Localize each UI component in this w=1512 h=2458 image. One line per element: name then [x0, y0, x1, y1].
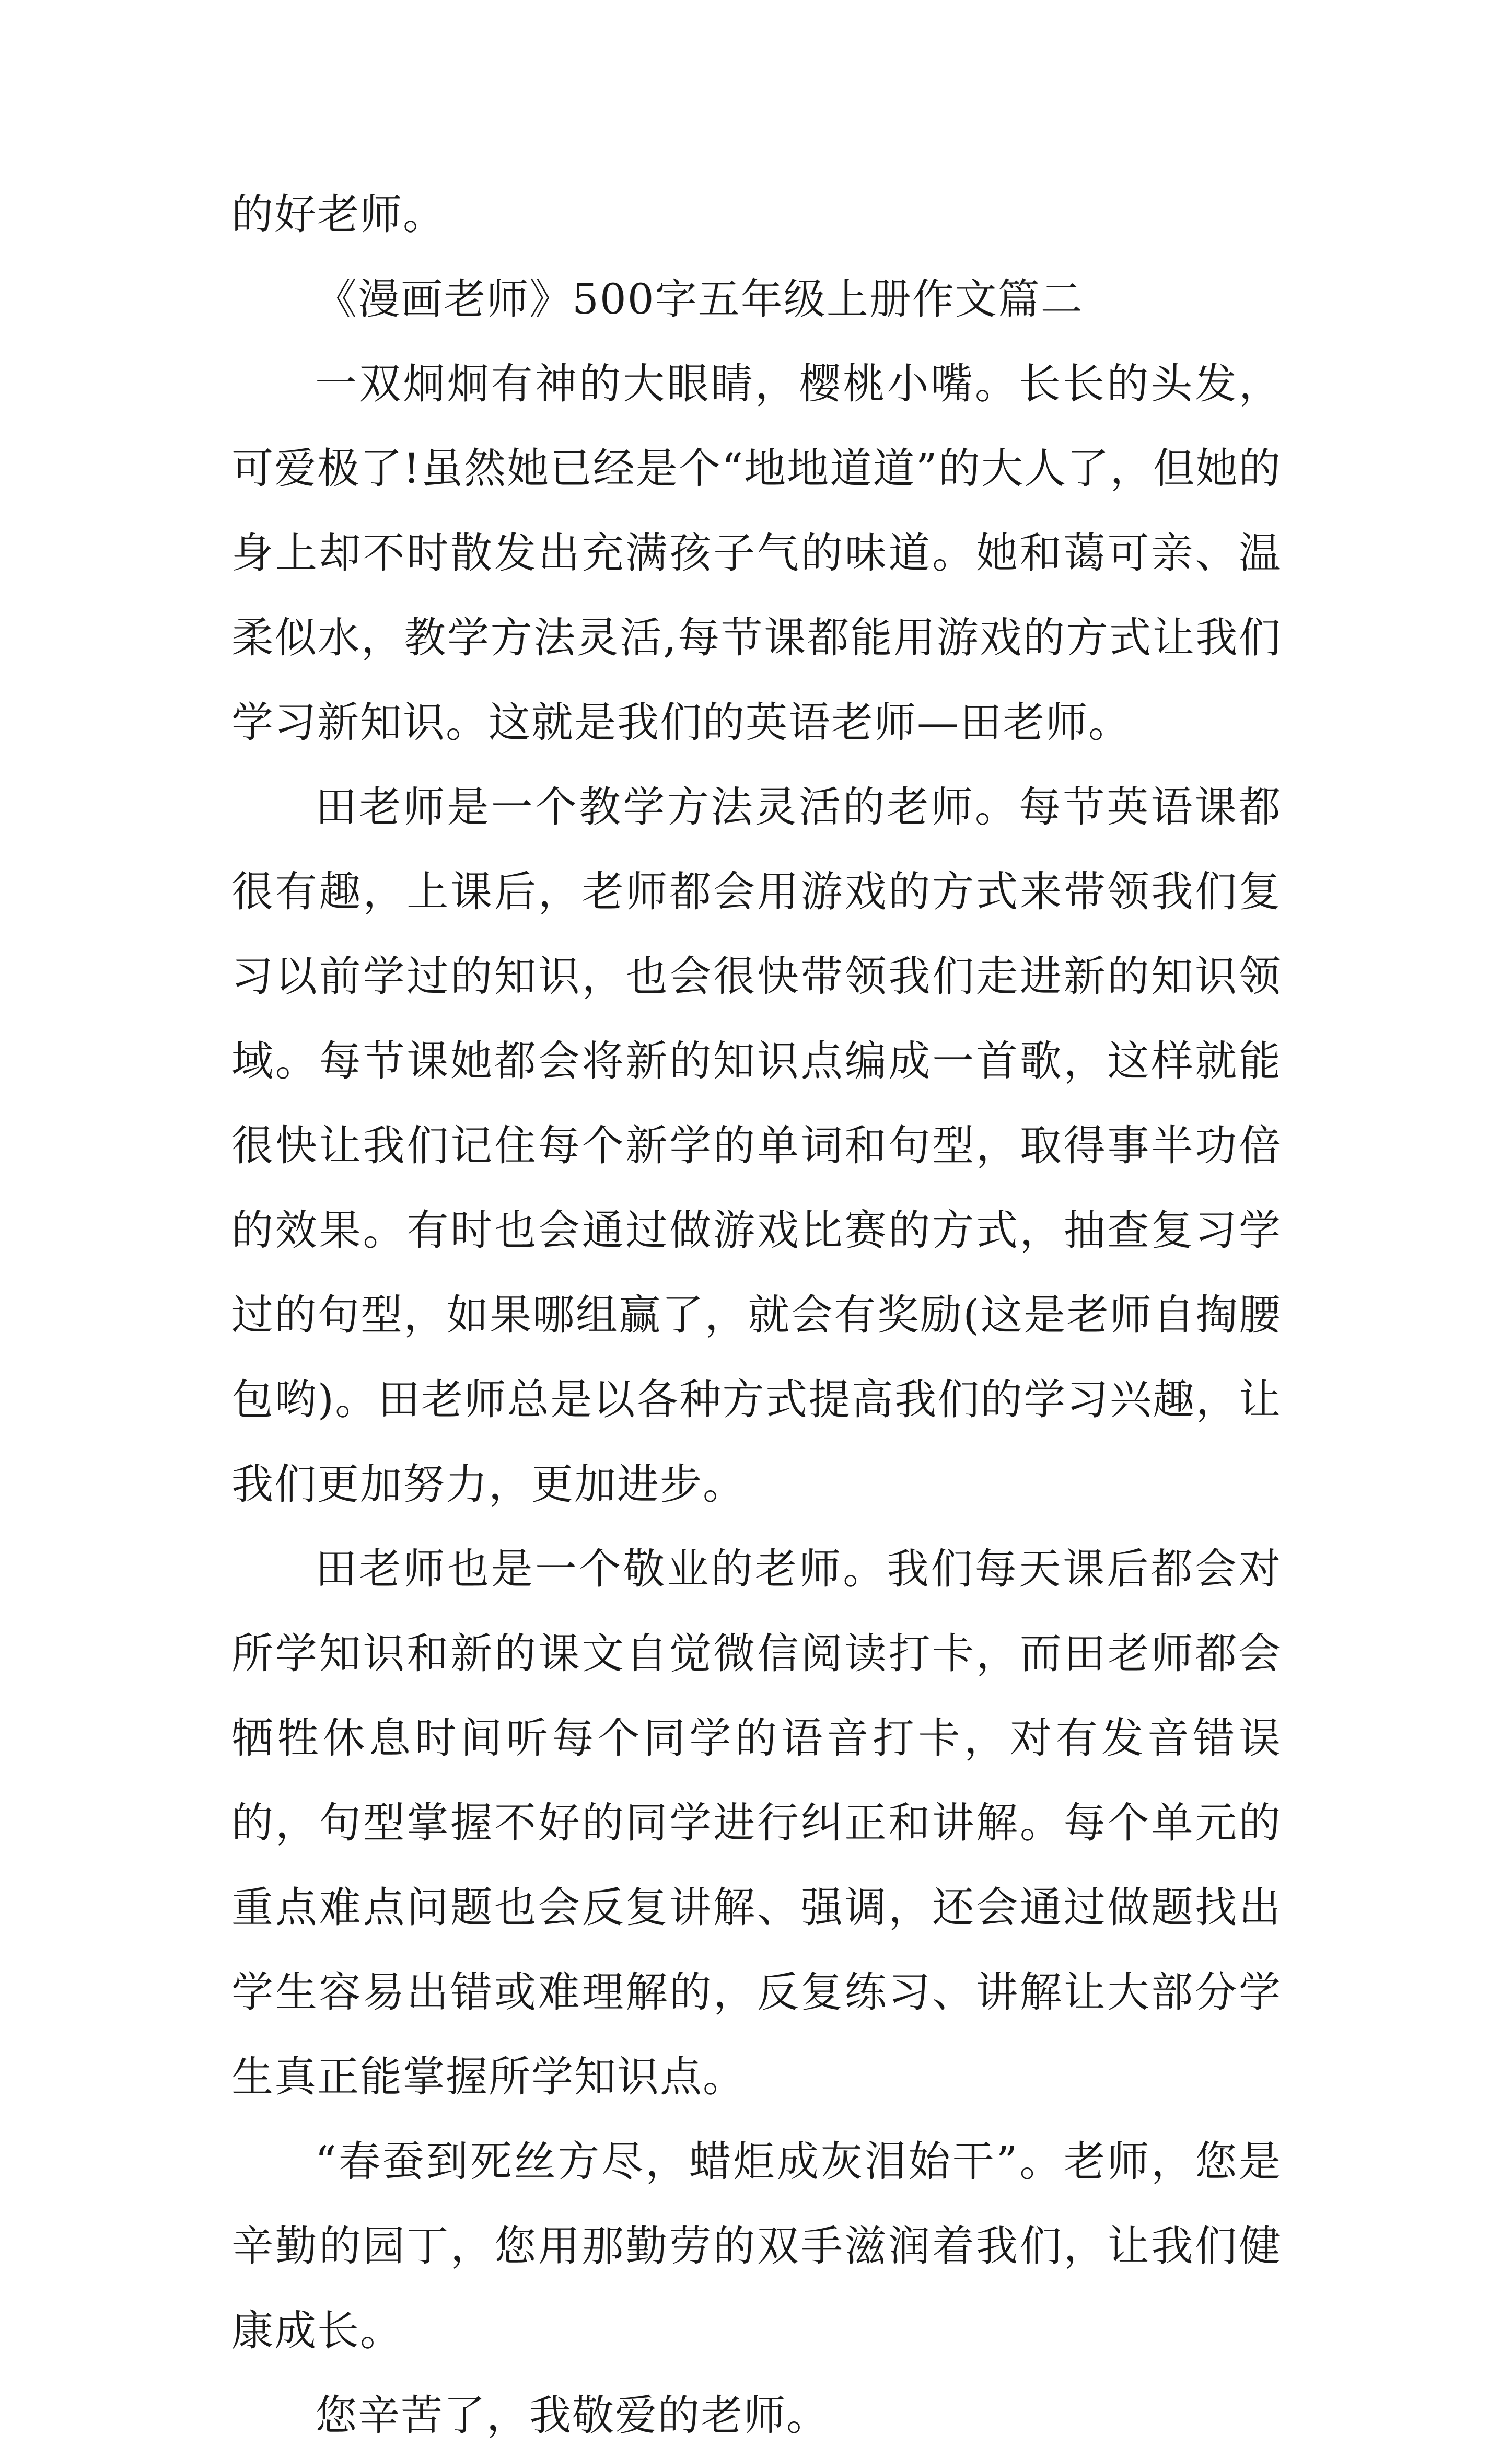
essay-title: 《漫画老师》500字五年级上册作文篇二: [315, 275, 1084, 323]
paragraph-quote: “春蚕到死丝方尽，蜡炬成灰泪始干”。老师，您是辛勤的园丁，您用那勤劳的双手滋润着我们，让我们健康成长。: [231, 2137, 1282, 2355]
essay-body: [231, 172, 1282, 2458]
paragraph-continuation: 的好老师。: [231, 190, 446, 239]
paragraph-teaching-method: 田老师是一个教学方法灵活的老师。每节英语课都很有趣，上课后，老师都会用游戏的方式来带领我们复习以前学过的知识，也会很快带领我们走进新的知识领域。每节课她都会将新的知识点编成一首歌，这样就能很快让我们记住每个新学的单词和句型，取得事半功倍的效果。有时也会通过做游戏比赛的方式，抽查复习学过的句型，如果哪组赢了，就会有奖励(这是老师自掏腰包哟)。田老师总是以各种方式提高我们的学习兴趣，让我们更加努力，更加进步。: [231, 783, 1282, 1509]
paragraph-intro: 一双炯炯有神的大眼睛，樱桃小嘴。长长的头发，可爱极了!虽然她已经是个“地地道道”的大人了，但她的身上却不时散发出充满孩子气的味道。她和蔼可亲、温柔似水，教学方法灵活,每节课都能用游戏的方式让我们学习新知识。这就是我们的英语老师—田老师。: [231, 360, 1282, 747]
paragraph-closing: 您辛苦了，我敬爱的老师。: [315, 2391, 829, 2440]
paragraph-dedication: 田老师也是一个敬业的老师。我们每天课后都会对所学知识和新的课文自觉微信阅读打卡，而田老师都会牺牲休息时间听每个同学的语音打卡，对有发音错误的，句型掌握不好的同学进行纠正和讲解。每个单元的重点难点问题也会反复讲解、强调，还会通过做题找出学生容易出错或难理解的，反复练习、讲解让大部分学生真正能掌握所学知识点。: [231, 1545, 1282, 2101]
